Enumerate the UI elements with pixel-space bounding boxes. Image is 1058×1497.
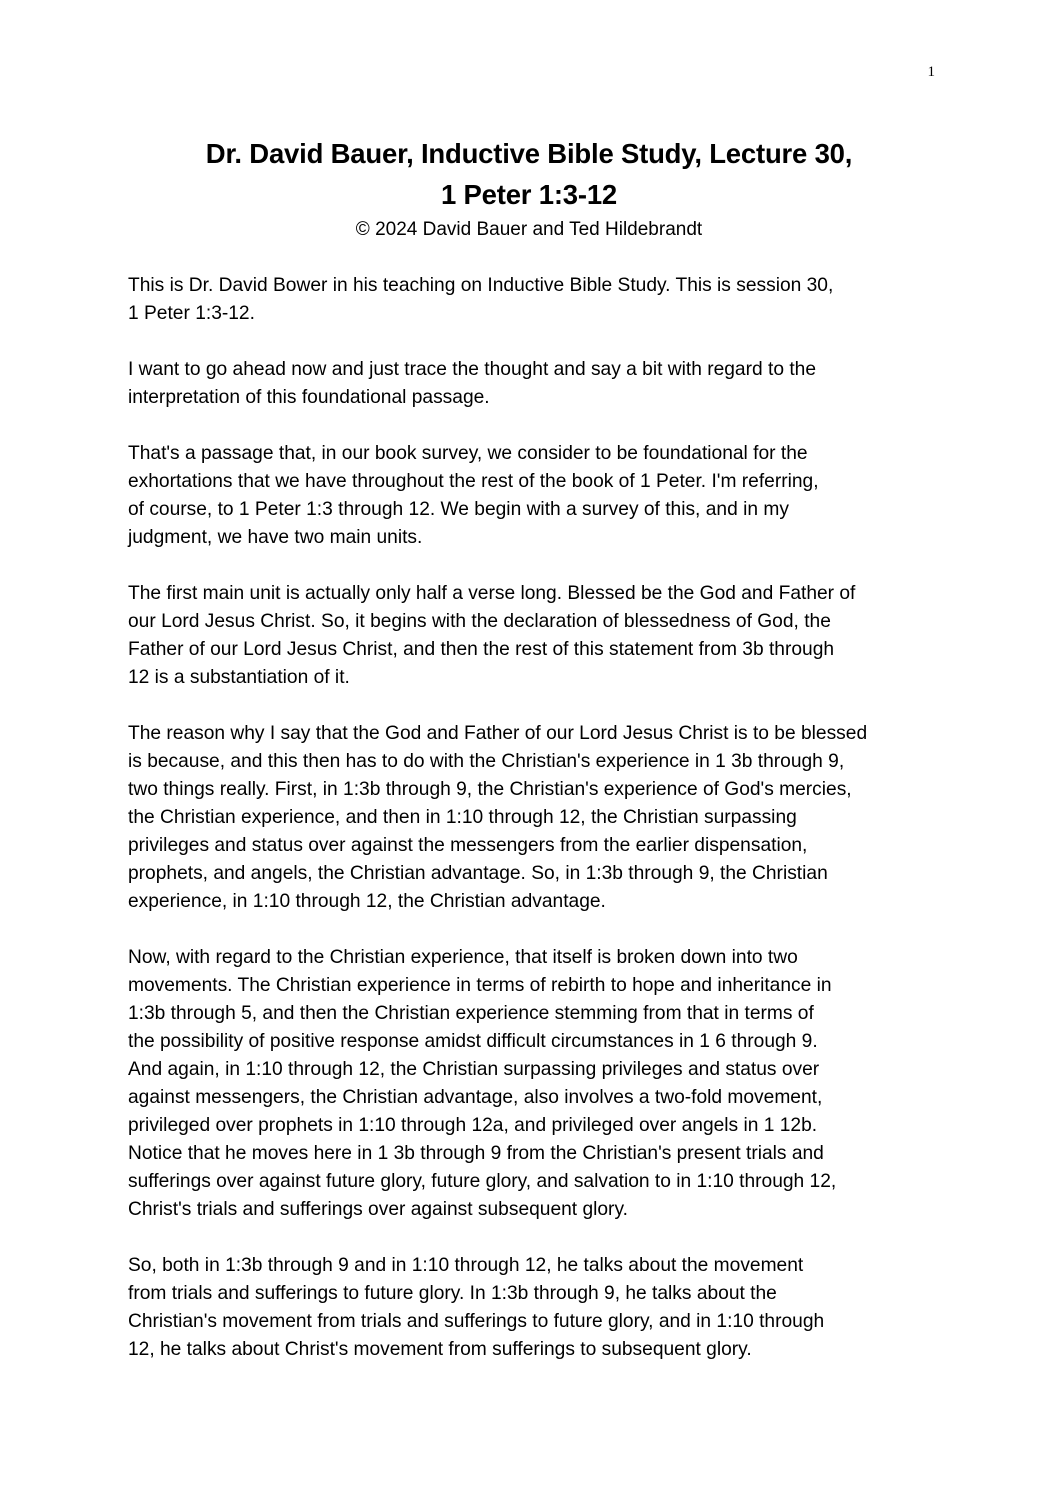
page-title [0,133,1058,215]
text-line: the Christian experience, and then in 1:10 through 12, the Christian surpassing [128,807,797,828]
text-line: against messengers, the Christian advantage, also involves a two-fold movement, [128,1087,823,1108]
text-line: Father of our Lord Jesus Christ, and then the rest of this statement from 3b through [128,639,835,660]
paragraph-6 [128,944,938,1224]
text-line: Notice that he moves here in 1 3b through 9 from the Christian's present trials and [128,1143,824,1164]
text-line: movements. The Christian experience in terms of rebirth to hope and inheritance in [128,975,832,996]
paragraph-4 [128,580,938,692]
document-body [128,272,938,1392]
text-line: judgment, we have two main units. [128,527,423,548]
text-line: of course, to 1 Peter 1:3 through 12. We begin with a survey of this, and in my [128,499,789,520]
text-line: Christian's movement from trials and sufferings to future glory, and in 1:10 through [128,1311,825,1332]
text-line: 1:3b through 5, and then the Christian experience stemming from that in terms of [128,1003,814,1024]
text-line: our Lord Jesus Christ. So, it begins with the declaration of blessedness of God, the [128,611,831,632]
text-line: 1 Peter 1:3-12. [128,303,255,324]
text-line: from trials and sufferings to future glory. In 1:3b through 9, he talks about the [128,1283,777,1304]
paragraph-5 [128,720,938,916]
text-line: Now, with regard to the Christian experience, that itself is broken down into two [128,947,798,968]
copyright-notice: © 2024 David Bauer and Ted Hildebrandt [355,219,703,240]
text-line: exhortations that we have throughout the rest of the book of 1 Peter. I'm referring, [128,471,819,492]
text-line: experience, in 1:10 through 12, the Christian advantage. [128,891,606,912]
text-line: sufferings over against future glory, future glory, and salvation to in 1:10 through 12, [128,1171,837,1192]
title-line-1: Dr. David Bauer, Inductive Bible Study, Lecture 30, [205,138,853,169]
text-line: I want to go ahead now and just trace the thought and say a bit with regard to the [128,359,817,380]
text-line: This is Dr. David Bower in his teaching on Inductive Bible Study. This is session 30, [128,275,834,296]
text-line: The first main unit is actually only half a verse long. Blessed be the God and Father of [128,583,856,604]
title-line-2: 1 Peter 1:3-12 [440,179,618,210]
text-line: That's a passage that, in our book survey, we consider to be foundational for the [128,443,808,464]
text-line: Christ's trials and sufferings over against subsequent glory. [128,1199,628,1220]
text-line: So, both in 1:3b through 9 and in 1:10 through 12, he talks about the movement [128,1255,804,1276]
text-line: privileges and status over against the messengers from the earlier dispensation, [128,835,808,856]
text-line: prophets, and angels, the Christian advantage. So, in 1:3b through 9, the Christian [128,863,828,884]
text-line: two things really. First, in 1:3b through 9, the Christian's experience of God's mercies, [128,779,852,800]
paragraph-3 [128,440,938,552]
text-line: privileged over prophets in 1:10 through 12a, and privileged over angels in 1 12b. [128,1115,818,1136]
text-line: interpretation of this foundational passage. [128,387,490,408]
paragraph-2 [128,356,938,412]
text-line: 12, he talks about Christ's movement from sufferings to subsequent glory. [128,1339,752,1360]
page-number: 1 [927,64,935,80]
text-line: 12 is a substantiation of it. [128,667,350,688]
text-line: The reason why I say that the God and Father of our Lord Jesus Christ is to be blessed [128,723,868,744]
text-line: is because, and this then has to do with the Christian's experience in 1 3b through 9, [128,751,845,772]
text-line: And again, in 1:10 through 12, the Christian surpassing privileges and status over [128,1059,820,1080]
paragraph-1 [128,272,938,328]
text-line: the possibility of positive response amidst difficult circumstances in 1 6 through 9. [128,1031,818,1052]
paragraph-7 [128,1252,938,1364]
